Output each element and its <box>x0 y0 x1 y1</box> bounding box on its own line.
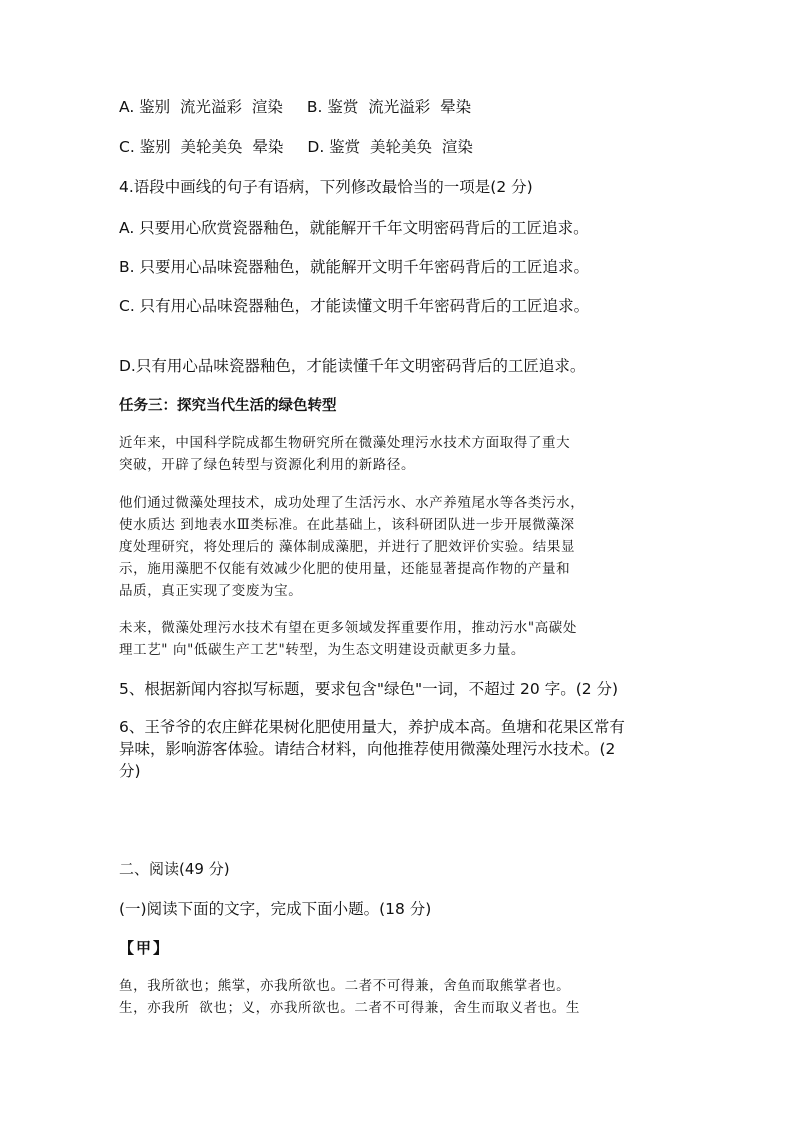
q4-option-d: D.只有用心品味瓷器釉色，才能读懂千年文明密码背后的工匠追求。 <box>119 357 586 375</box>
q3-options-row-2 <box>119 136 679 158</box>
task3-title: 任务三：探究当代生活的绿色转型 <box>119 398 337 414</box>
q3-option-a: A. 鉴别 流光溢彩 渲染 <box>119 98 283 116</box>
q3-option-d: D. 鉴赏 美轮美奂 渲染 <box>307 138 473 156</box>
q3-option-b: B. 鉴赏 流光溢彩 晕染 <box>306 98 472 116</box>
classical-text-line1: 鱼，我所欲也；熊掌，亦我所欲也。二者不可得兼，舍鱼而取熊掌者也。 <box>119 978 571 994</box>
task3-para3-line1: 未来，微藻处理污水技术有望在更多领域发挥重要作用，推动污水"高碳处 <box>119 620 578 636</box>
q5-text: 5、根据新闻内容拟写标题，要求包含"绿色"一词，不超过 20 字。(2 分) <box>119 680 619 698</box>
text-jia-label: 【甲】 <box>119 939 171 957</box>
q4-option-a: A. 只要用心欣赏瓷器釉色，就能解开千年文明密码背后的工匠追求。 <box>119 219 589 237</box>
q3-options-row-1 <box>119 96 679 118</box>
task3-para1-line2: 突破，开辟了绿色转型与资源化利用的新路径。 <box>119 457 416 473</box>
q4-stem: 4.语段中画线的句子有语病，下列修改最恰当的一项是(2 分) <box>119 178 533 196</box>
task3-para2-line3: 度处理研究，将处理后的 藻体制成藻肥，并进行了肥效评价实验。结果显 <box>119 539 576 555</box>
q3-option-c: C. 鉴别 美轮美奂 晕染 <box>119 138 284 156</box>
task3-para2-line2: 使水质达 到地表水Ⅲ类标准。在此基础上，该科研团队进一步开展微藻深 <box>119 517 575 533</box>
q6-line3: 分) <box>119 762 141 780</box>
classical-text-line2: 生，亦我所 欲也；义，亦我所欲也。二者不可得兼，舍生而取义者也。生 <box>119 1000 580 1016</box>
q6-line2: 异味，影响游客体验。请结合材料，向他推荐使用微藻处理污水技术。(2 <box>119 740 616 758</box>
section2-title: 二、阅读(49 分) <box>119 860 230 878</box>
task3-para1-line1: 近年来，中国科学院成都生物研究所在微藻处理污水技术方面取得了重大 <box>119 435 571 451</box>
q4-option-c: C. 只有用心品味瓷器釉色，才能读懂文明千年密码背后的工匠追求。 <box>119 297 590 315</box>
section2-subtitle: (一)阅读下面的文字，完成下面小题。(18 分) <box>119 900 432 918</box>
q6-line1: 6、王爷爷的农庄鲜花果树化肥使用量大，养护成本高。鱼塘和花果区常有 <box>119 718 625 736</box>
task3-para2-line5: 品质，真正实现了变废为宝。 <box>119 583 303 599</box>
q4-option-b: B. 只要用心品味瓷器釉色，就能解开文明千年密码背后的工匠追求。 <box>119 258 589 276</box>
task3-para2-line1: 他们通过微藻处理技术，成功处理了生活污水、水产养殖尾水等各类污水， <box>119 495 585 511</box>
task3-para3-line2: 理工艺" 向"低碳生产工艺"转型，为生态文明建设贡献更多力量。 <box>119 642 526 658</box>
task3-para2-line4: 示，施用藻肥不仅能有效减少化肥的使用量，还能显著提高作物的产量和 <box>119 561 571 577</box>
